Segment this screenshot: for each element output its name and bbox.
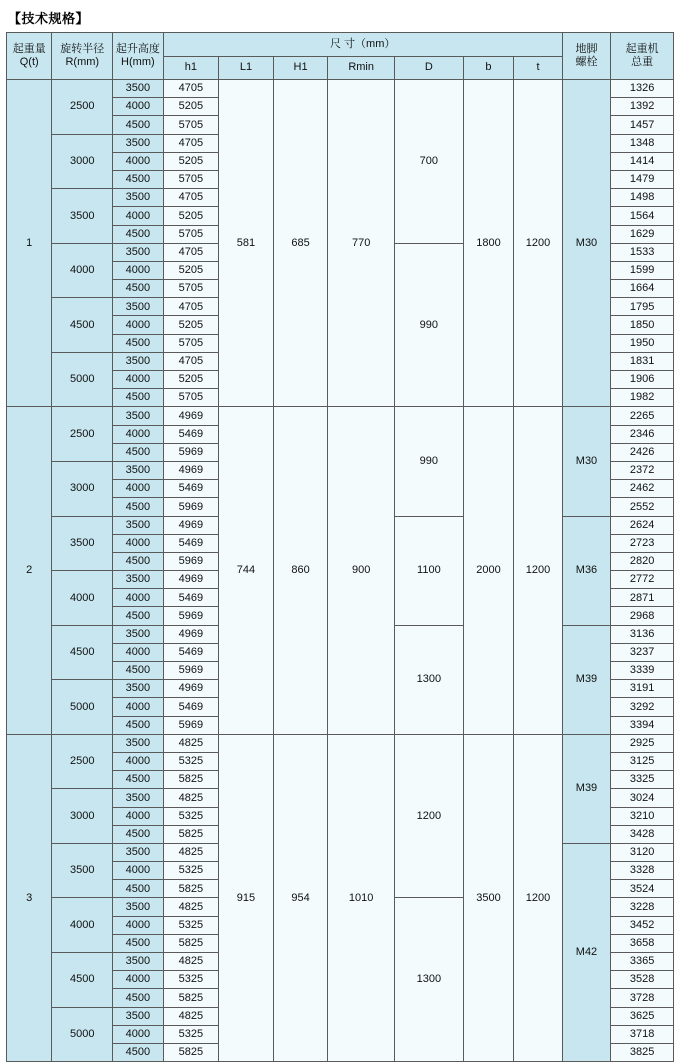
- cell-total-weight: 2265: [611, 407, 674, 425]
- cell-lifting-height: 4500: [113, 771, 164, 789]
- specification-table: [6, 32, 674, 1062]
- cell-lifting-height: 3500: [113, 352, 164, 370]
- cell-b: 1800: [463, 80, 514, 407]
- cell-anchor-bolt: M39: [562, 734, 611, 843]
- cell-lifting-height: 3500: [113, 680, 164, 698]
- cell-lifting-height: 4000: [113, 480, 164, 498]
- cell-lifting-height: 4000: [113, 807, 164, 825]
- cell-lifting-height: 4000: [113, 862, 164, 880]
- cell-lifting-height: 3500: [113, 461, 164, 479]
- cell-total-weight: 3292: [611, 698, 674, 716]
- cell-total-weight: 1457: [611, 116, 674, 134]
- cell-h1: 5469: [163, 480, 219, 498]
- cell-total-weight: 3325: [611, 771, 674, 789]
- cell-h1: 4825: [163, 734, 219, 752]
- cell-total-weight: 3365: [611, 953, 674, 971]
- cell-radius: 4500: [52, 298, 113, 353]
- cell-lifting-height: 4500: [113, 716, 164, 734]
- cell-h1: 5825: [163, 934, 219, 952]
- cell-anchor-bolt: M39: [562, 625, 611, 734]
- cell-lifting-height: 4500: [113, 280, 164, 298]
- cell-lifting-height: 3500: [113, 298, 164, 316]
- cell-total-weight: 3210: [611, 807, 674, 825]
- cell-lifting-height: 4000: [113, 643, 164, 661]
- cell-radius: 4500: [52, 625, 113, 680]
- cell-lifting-height: 4500: [113, 443, 164, 461]
- cell-h1: 5969: [163, 552, 219, 570]
- cell-total-weight: 3339: [611, 662, 674, 680]
- cell-lifting-height: 3500: [113, 843, 164, 861]
- cell-lifting-height: 4000: [113, 316, 164, 334]
- cell-lifting-height: 4500: [113, 989, 164, 1007]
- cell-lifting-height: 4000: [113, 698, 164, 716]
- cell-h1: 5969: [163, 607, 219, 625]
- cell-total-weight: 3718: [611, 1025, 674, 1043]
- cell-anchor-bolt: M36: [562, 516, 611, 625]
- cell-D: 700: [395, 80, 464, 244]
- cell-h1: 5705: [163, 389, 219, 407]
- cell-radius: 4000: [52, 571, 113, 626]
- cell-lifting-height: 4500: [113, 934, 164, 952]
- cell-total-weight: 3228: [611, 898, 674, 916]
- cell-lifting-height: 4000: [113, 98, 164, 116]
- cell-h1: 5325: [163, 1025, 219, 1043]
- cell-total-weight: 1498: [611, 189, 674, 207]
- cell-h1: 5205: [163, 316, 219, 334]
- cell-L1: 915: [219, 734, 274, 1061]
- cell-h1: 5705: [163, 225, 219, 243]
- cell-lifting-height: 3500: [113, 1007, 164, 1025]
- cell-total-weight: 2426: [611, 443, 674, 461]
- cell-radius: 3000: [52, 789, 113, 844]
- cell-radius: 4500: [52, 953, 113, 1008]
- cell-h1: 4705: [163, 352, 219, 370]
- cell-lifting-height: 4500: [113, 170, 164, 188]
- cell-h1: 5205: [163, 98, 219, 116]
- cell-total-weight: 1564: [611, 207, 674, 225]
- cell-lifting-height: 4000: [113, 971, 164, 989]
- cell-total-weight: 1831: [611, 352, 674, 370]
- cell-radius: 4000: [52, 898, 113, 953]
- cell-D: 990: [395, 243, 464, 407]
- cell-total-weight: 1414: [611, 152, 674, 170]
- cell-lifting-height: 4500: [113, 389, 164, 407]
- cell-L1: 744: [219, 407, 274, 734]
- cell-t: 1200: [514, 407, 563, 734]
- cell-total-weight: 1629: [611, 225, 674, 243]
- cell-h1: 5325: [163, 862, 219, 880]
- cell-total-weight: 3394: [611, 716, 674, 734]
- cell-total-weight: 3136: [611, 625, 674, 643]
- cell-total-weight: 3658: [611, 934, 674, 952]
- cell-lifting-height: 4500: [113, 225, 164, 243]
- cell-total-weight: 1348: [611, 134, 674, 152]
- cell-h1: 5969: [163, 443, 219, 461]
- cell-D: 1200: [395, 734, 464, 898]
- cell-h1: 5205: [163, 152, 219, 170]
- cell-h1: 4969: [163, 571, 219, 589]
- cell-lifting-height: 3500: [113, 953, 164, 971]
- cell-radius: 5000: [52, 680, 113, 735]
- cell-h1: 5469: [163, 589, 219, 607]
- cell-total-weight: 2346: [611, 425, 674, 443]
- cell-total-weight: 2462: [611, 480, 674, 498]
- cell-h1: 5705: [163, 280, 219, 298]
- header-total-weight: 起重机 总重: [611, 33, 674, 80]
- cell-radius: 2500: [52, 80, 113, 135]
- cell-radius: 4000: [52, 243, 113, 298]
- cell-t: 1200: [514, 80, 563, 407]
- cell-total-weight: 3191: [611, 680, 674, 698]
- cell-total-weight: 1950: [611, 334, 674, 352]
- cell-h1: 5469: [163, 534, 219, 552]
- cell-anchor-bolt: M30: [562, 80, 611, 407]
- cell-D: 990: [395, 407, 464, 516]
- cell-h1: 5205: [163, 371, 219, 389]
- header-dim-h1: h1: [163, 56, 219, 80]
- cell-h1: 5205: [163, 261, 219, 279]
- cell-lifting-height: 4000: [113, 1025, 164, 1043]
- cell-radius: 5000: [52, 352, 113, 407]
- cell-h1: 4825: [163, 789, 219, 807]
- cell-h1: 4969: [163, 516, 219, 534]
- cell-total-weight: 3825: [611, 1043, 674, 1061]
- header-anchor-bolt: 地脚 螺栓: [562, 33, 611, 80]
- page-title: 【技术规格】: [8, 11, 90, 26]
- cell-h1: 5325: [163, 807, 219, 825]
- cell-h1: 5325: [163, 971, 219, 989]
- cell-lifting-height: 4000: [113, 207, 164, 225]
- cell-total-weight: 2871: [611, 589, 674, 607]
- cell-h1: 5469: [163, 425, 219, 443]
- cell-lifting-height: 4500: [113, 1043, 164, 1061]
- cell-lifting-height: 3500: [113, 789, 164, 807]
- cell-h1: 4825: [163, 1007, 219, 1025]
- header-dim-D: D: [395, 56, 464, 80]
- cell-lifting-height: 4000: [113, 261, 164, 279]
- cell-total-weight: 2925: [611, 734, 674, 752]
- cell-total-weight: 1326: [611, 80, 674, 98]
- cell-h1: 5469: [163, 643, 219, 661]
- cell-lifting-height: 3500: [113, 625, 164, 643]
- cell-radius: 3000: [52, 134, 113, 189]
- header-dim-H1: H1: [273, 56, 328, 80]
- cell-lifting-height: 4500: [113, 662, 164, 680]
- cell-total-weight: 1906: [611, 371, 674, 389]
- cell-h1: 5325: [163, 916, 219, 934]
- header-dimensions: 尺 寸（mm）: [163, 33, 562, 57]
- cell-total-weight: 2723: [611, 534, 674, 552]
- cell-total-weight: 3625: [611, 1007, 674, 1025]
- cell-b: 3500: [463, 734, 514, 1061]
- cell-h1: 5705: [163, 334, 219, 352]
- cell-total-weight: 1599: [611, 261, 674, 279]
- cell-radius: 2500: [52, 734, 113, 789]
- cell-b: 2000: [463, 407, 514, 734]
- cell-lifting-height: 3500: [113, 189, 164, 207]
- table-row: [7, 734, 674, 752]
- cell-h1: 4705: [163, 189, 219, 207]
- cell-h1: 4705: [163, 80, 219, 98]
- header-lifting-height: 起升高度 H(mm): [113, 33, 164, 80]
- cell-total-weight: 3524: [611, 880, 674, 898]
- table-row: [7, 80, 674, 98]
- cell-total-weight: 3452: [611, 916, 674, 934]
- cell-anchor-bolt: M30: [562, 407, 611, 516]
- cell-capacity: 1: [7, 80, 52, 407]
- table-row: [7, 407, 674, 425]
- cell-total-weight: 1795: [611, 298, 674, 316]
- cell-h1: 5969: [163, 498, 219, 516]
- cell-radius: 5000: [52, 1007, 113, 1062]
- cell-h1: 5969: [163, 662, 219, 680]
- cell-lifting-height: 3500: [113, 407, 164, 425]
- cell-lifting-height: 3500: [113, 571, 164, 589]
- cell-lifting-height: 4500: [113, 880, 164, 898]
- cell-total-weight: 1392: [611, 98, 674, 116]
- cell-radius: 3500: [52, 843, 113, 898]
- cell-h1: 4825: [163, 843, 219, 861]
- cell-total-weight: 2372: [611, 461, 674, 479]
- cell-D: 1300: [395, 898, 464, 1062]
- cell-lifting-height: 3500: [113, 734, 164, 752]
- cell-total-weight: 1479: [611, 170, 674, 188]
- cell-lifting-height: 3500: [113, 243, 164, 261]
- cell-h1: 5825: [163, 825, 219, 843]
- cell-capacity: 3: [7, 734, 52, 1061]
- cell-Rmin: 900: [328, 407, 395, 734]
- cell-h1: 5969: [163, 716, 219, 734]
- cell-Rmin: 770: [328, 80, 395, 407]
- cell-radius: 2500: [52, 407, 113, 462]
- cell-D: 1300: [395, 625, 464, 734]
- cell-h1: 5825: [163, 989, 219, 1007]
- cell-h1: 5469: [163, 698, 219, 716]
- cell-h1: 5705: [163, 170, 219, 188]
- cell-H1: 954: [273, 734, 328, 1061]
- header-capacity: 起重量 Q(t): [7, 33, 52, 80]
- cell-total-weight: 2624: [611, 516, 674, 534]
- cell-lifting-height: 4000: [113, 589, 164, 607]
- cell-total-weight: 1850: [611, 316, 674, 334]
- cell-total-weight: 3120: [611, 843, 674, 861]
- cell-h1: 4705: [163, 298, 219, 316]
- cell-lifting-height: 4000: [113, 534, 164, 552]
- header-dim-L1: L1: [219, 56, 274, 80]
- cell-lifting-height: 4500: [113, 825, 164, 843]
- cell-total-weight: 2820: [611, 552, 674, 570]
- cell-h1: 5325: [163, 752, 219, 770]
- cell-radius: 3500: [52, 189, 113, 244]
- cell-total-weight: 1664: [611, 280, 674, 298]
- cell-h1: 4825: [163, 898, 219, 916]
- cell-total-weight: 3125: [611, 752, 674, 770]
- cell-lifting-height: 4000: [113, 752, 164, 770]
- cell-h1: 5205: [163, 207, 219, 225]
- cell-total-weight: 3024: [611, 789, 674, 807]
- cell-anchor-bolt: M42: [562, 843, 611, 1061]
- header-radius: 旋转半径 R(mm): [52, 33, 113, 80]
- cell-h1: 4705: [163, 243, 219, 261]
- header-dim-b: b: [463, 56, 514, 80]
- cell-lifting-height: 4500: [113, 607, 164, 625]
- cell-h1: 4969: [163, 625, 219, 643]
- cell-h1: 5825: [163, 1043, 219, 1061]
- cell-lifting-height: 4000: [113, 371, 164, 389]
- header-dim-t: t: [514, 56, 563, 80]
- cell-h1: 4969: [163, 461, 219, 479]
- cell-H1: 860: [273, 407, 328, 734]
- cell-radius: 3500: [52, 516, 113, 571]
- cell-lifting-height: 4500: [113, 334, 164, 352]
- cell-D: 1100: [395, 516, 464, 625]
- cell-lifting-height: 4500: [113, 116, 164, 134]
- cell-lifting-height: 3500: [113, 134, 164, 152]
- cell-h1: 5705: [163, 116, 219, 134]
- cell-h1: 4825: [163, 953, 219, 971]
- cell-lifting-height: 4000: [113, 916, 164, 934]
- cell-Rmin: 1010: [328, 734, 395, 1061]
- cell-lifting-height: 3500: [113, 898, 164, 916]
- cell-total-weight: 3528: [611, 971, 674, 989]
- cell-H1: 685: [273, 80, 328, 407]
- cell-total-weight: 1982: [611, 389, 674, 407]
- cell-h1: 5825: [163, 880, 219, 898]
- cell-h1: 5825: [163, 771, 219, 789]
- cell-lifting-height: 4500: [113, 498, 164, 516]
- header-dim-Rmin: Rmin: [328, 56, 395, 80]
- cell-total-weight: 3728: [611, 989, 674, 1007]
- cell-lifting-height: 3500: [113, 80, 164, 98]
- cell-h1: 4969: [163, 680, 219, 698]
- table-header-row-1: [7, 33, 674, 57]
- cell-lifting-height: 4000: [113, 152, 164, 170]
- cell-lifting-height: 4000: [113, 425, 164, 443]
- cell-h1: 4705: [163, 134, 219, 152]
- cell-total-weight: 2968: [611, 607, 674, 625]
- cell-h1: 4969: [163, 407, 219, 425]
- cell-capacity: 2: [7, 407, 52, 734]
- cell-total-weight: 3237: [611, 643, 674, 661]
- cell-t: 1200: [514, 734, 563, 1061]
- cell-total-weight: 2552: [611, 498, 674, 516]
- cell-radius: 3000: [52, 461, 113, 516]
- cell-lifting-height: 4500: [113, 552, 164, 570]
- cell-total-weight: 3328: [611, 862, 674, 880]
- cell-lifting-height: 3500: [113, 516, 164, 534]
- cell-total-weight: 1533: [611, 243, 674, 261]
- cell-total-weight: 2772: [611, 571, 674, 589]
- cell-L1: 581: [219, 80, 274, 407]
- cell-total-weight: 3428: [611, 825, 674, 843]
